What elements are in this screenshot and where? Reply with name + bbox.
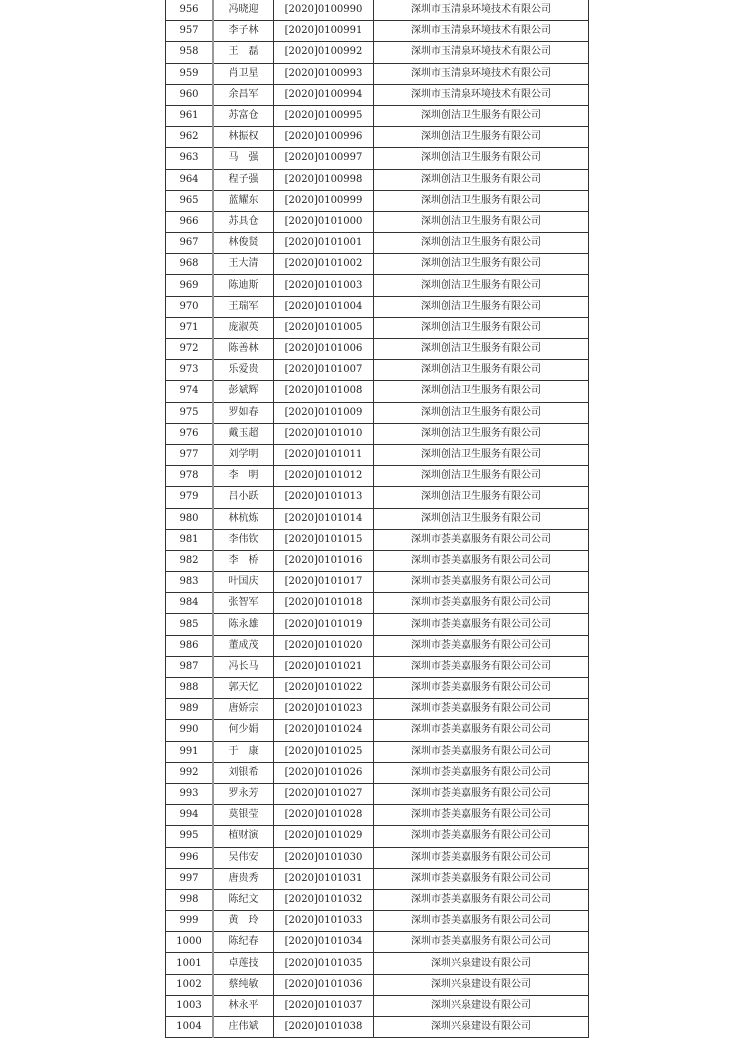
person-name: 苏富仓 — [213, 105, 274, 126]
certificate-number: [2020]0101031 — [274, 868, 374, 889]
row-number: 962 — [166, 127, 214, 148]
person-name: 乐爱贵 — [213, 360, 274, 381]
person-name: 董成茂 — [213, 635, 274, 656]
row-number: 967 — [166, 233, 214, 254]
row-number: 965 — [166, 190, 214, 211]
row-number: 975 — [166, 402, 214, 423]
person-name: 庄伟斌 — [213, 1017, 274, 1038]
company-name: 深圳兴泉建设有限公司 — [374, 1017, 589, 1038]
company-name: 深圳市荟美嘉服务有限公司公司 — [374, 720, 589, 741]
certificate-number: [2020]0100998 — [274, 169, 374, 190]
person-name: 冯长马 — [213, 656, 274, 677]
certificate-number: [2020]0101030 — [274, 847, 374, 868]
certificate-number: [2020]0101000 — [274, 211, 374, 232]
person-name: 李 桥 — [213, 550, 274, 571]
table-row — [166, 296, 589, 317]
person-name: 植财演 — [213, 826, 274, 847]
row-number: 999 — [166, 911, 214, 932]
company-name: 深圳创洁卫生服务有限公司 — [374, 487, 589, 508]
person-name: 余昌军 — [213, 84, 274, 105]
person-name: 王 磊 — [213, 42, 274, 63]
person-name: 李伟钦 — [213, 529, 274, 550]
person-name: 郭天忆 — [213, 678, 274, 699]
company-name: 深圳市荟美嘉服务有限公司公司 — [374, 805, 589, 826]
row-number: 1001 — [166, 953, 214, 974]
certificate-number: [2020]0101011 — [274, 444, 374, 465]
person-name: 卓莲技 — [213, 953, 274, 974]
row-number: 980 — [166, 508, 214, 529]
certificate-number: [2020]0101018 — [274, 593, 374, 614]
person-name: 陈纪春 — [213, 932, 274, 953]
certificate-number: [2020]0101015 — [274, 529, 374, 550]
certificate-number: [2020]0101014 — [274, 508, 374, 529]
certificate-number: [2020]0101033 — [274, 911, 374, 932]
row-number: 988 — [166, 678, 214, 699]
row-number: 978 — [166, 466, 214, 487]
company-name: 深圳市荟美嘉服务有限公司公司 — [374, 762, 589, 783]
table-row — [166, 974, 589, 995]
row-number: 961 — [166, 105, 214, 126]
company-name: 深圳市荟美嘉服务有限公司公司 — [374, 593, 589, 614]
certificate-number: [2020]0101012 — [274, 466, 374, 487]
certificate-number: [2020]0101013 — [274, 487, 374, 508]
row-number: 964 — [166, 169, 214, 190]
row-number: 1004 — [166, 1017, 214, 1038]
table-row — [166, 868, 589, 889]
company-name: 深圳市玉清泉环境技术有限公司 — [374, 63, 589, 84]
table-row — [166, 550, 589, 571]
certificate-number: [2020]0101034 — [274, 932, 374, 953]
company-name: 深圳市荟美嘉服务有限公司公司 — [374, 699, 589, 720]
table-row — [166, 423, 589, 444]
company-name: 深圳创洁卫生服务有限公司 — [374, 296, 589, 317]
table-row — [166, 381, 589, 402]
certificate-number: [2020]0101036 — [274, 974, 374, 995]
certificate-number: [2020]0101004 — [274, 296, 374, 317]
company-name: 深圳创洁卫生服务有限公司 — [374, 275, 589, 296]
table-row — [166, 63, 589, 84]
row-number: 972 — [166, 339, 214, 360]
certificate-number: [2020]0101027 — [274, 783, 374, 804]
table-row — [166, 995, 589, 1016]
table-row — [166, 720, 589, 741]
row-number: 959 — [166, 63, 214, 84]
company-name: 深圳创洁卫生服务有限公司 — [374, 402, 589, 423]
person-name: 陈善林 — [213, 339, 274, 360]
certificate-number: [2020]0101006 — [274, 339, 374, 360]
company-name: 深圳创洁卫生服务有限公司 — [374, 339, 589, 360]
company-name: 深圳市荟美嘉服务有限公司公司 — [374, 932, 589, 953]
certificate-number: [2020]0101017 — [274, 572, 374, 593]
company-name: 深圳兴泉建设有限公司 — [374, 995, 589, 1016]
row-number: 968 — [166, 254, 214, 275]
certificate-number: [2020]0100991 — [274, 21, 374, 42]
row-number: 976 — [166, 423, 214, 444]
row-number: 997 — [166, 868, 214, 889]
company-name: 深圳创洁卫生服务有限公司 — [374, 254, 589, 275]
person-name: 林俊贤 — [213, 233, 274, 254]
row-number: 1000 — [166, 932, 214, 953]
company-name: 深圳创洁卫生服务有限公司 — [374, 444, 589, 465]
certificate-number: [2020]0101035 — [274, 953, 374, 974]
person-name: 彭斌辉 — [213, 381, 274, 402]
table-row — [166, 889, 589, 910]
table-row — [166, 953, 589, 974]
certificate-table — [165, 0, 589, 1038]
person-name: 肖卫星 — [213, 63, 274, 84]
company-name: 深圳市荟美嘉服务有限公司公司 — [374, 847, 589, 868]
certificate-number: [2020]0101022 — [274, 678, 374, 699]
person-name: 吕小跃 — [213, 487, 274, 508]
company-name: 深圳市荟美嘉服务有限公司公司 — [374, 678, 589, 699]
row-number: 989 — [166, 699, 214, 720]
company-name: 深圳创洁卫生服务有限公司 — [374, 211, 589, 232]
certificate-number: [2020]0101010 — [274, 423, 374, 444]
row-number: 1002 — [166, 974, 214, 995]
certificate-number: [2020]0101024 — [274, 720, 374, 741]
person-name: 唐贵秀 — [213, 868, 274, 889]
table-row — [166, 593, 589, 614]
certificate-number: [2020]0101007 — [274, 360, 374, 381]
row-number: 995 — [166, 826, 214, 847]
certificate-number: [2020]0101005 — [274, 317, 374, 338]
table-row — [166, 444, 589, 465]
company-name: 深圳兴泉建设有限公司 — [374, 953, 589, 974]
row-number: 987 — [166, 656, 214, 677]
company-name: 深圳创洁卫生服务有限公司 — [374, 360, 589, 381]
table-row — [166, 127, 589, 148]
certificate-number: [2020]0101016 — [274, 550, 374, 571]
certificate-number: [2020]0101025 — [274, 741, 374, 762]
table-row — [166, 783, 589, 804]
person-name: 陈永雄 — [213, 614, 274, 635]
certificate-number: [2020]0100992 — [274, 42, 374, 63]
certificate-number: [2020]0101002 — [274, 254, 374, 275]
company-name: 深圳创洁卫生服务有限公司 — [374, 381, 589, 402]
table-row — [166, 614, 589, 635]
certificate-number: [2020]0101021 — [274, 656, 374, 677]
person-name: 刘学明 — [213, 444, 274, 465]
table-row — [166, 211, 589, 232]
certificate-number: [2020]0100993 — [274, 63, 374, 84]
certificate-number: [2020]0100994 — [274, 84, 374, 105]
table-row — [166, 169, 589, 190]
person-name: 何少娟 — [213, 720, 274, 741]
person-name: 庞淑英 — [213, 317, 274, 338]
company-name: 深圳市荟美嘉服务有限公司公司 — [374, 635, 589, 656]
person-name: 陈纪文 — [213, 889, 274, 910]
row-number: 1003 — [166, 995, 214, 1016]
company-name: 深圳市玉清泉环境技术有限公司 — [374, 0, 589, 21]
certificate-number: [2020]0100996 — [274, 127, 374, 148]
company-name: 深圳创洁卫生服务有限公司 — [374, 508, 589, 529]
company-name: 深圳市荟美嘉服务有限公司公司 — [374, 889, 589, 910]
row-number: 985 — [166, 614, 214, 635]
person-name: 林振权 — [213, 127, 274, 148]
person-name: 陈迪斯 — [213, 275, 274, 296]
company-name: 深圳创洁卫生服务有限公司 — [374, 190, 589, 211]
person-name: 王大清 — [213, 254, 274, 275]
row-number: 956 — [166, 0, 214, 21]
row-number: 963 — [166, 148, 214, 169]
company-name: 深圳市玉清泉环境技术有限公司 — [374, 42, 589, 63]
company-name: 深圳市荟美嘉服务有限公司公司 — [374, 741, 589, 762]
person-name: 罗永芳 — [213, 783, 274, 804]
company-name: 深圳市荟美嘉服务有限公司公司 — [374, 783, 589, 804]
table-row — [166, 254, 589, 275]
row-number: 991 — [166, 741, 214, 762]
row-number: 993 — [166, 783, 214, 804]
person-name: 林杭炼 — [213, 508, 274, 529]
row-number: 974 — [166, 381, 214, 402]
company-name: 深圳兴泉建设有限公司 — [374, 974, 589, 995]
row-number: 994 — [166, 805, 214, 826]
table-row — [166, 635, 589, 656]
table-row — [166, 847, 589, 868]
table-row — [166, 911, 589, 932]
certificate-number: [2020]0100997 — [274, 148, 374, 169]
person-name: 蓝耀东 — [213, 190, 274, 211]
row-number: 983 — [166, 572, 214, 593]
certificate-number: [2020]0101038 — [274, 1017, 374, 1038]
certificate-number: [2020]0101003 — [274, 275, 374, 296]
person-name: 莫银莹 — [213, 805, 274, 826]
table-row — [166, 402, 589, 423]
row-number: 970 — [166, 296, 214, 317]
table-row — [166, 466, 589, 487]
company-name: 深圳创洁卫生服务有限公司 — [374, 127, 589, 148]
row-number: 990 — [166, 720, 214, 741]
certificate-number: [2020]0101032 — [274, 889, 374, 910]
row-number: 982 — [166, 550, 214, 571]
certificate-number: [2020]0101037 — [274, 995, 374, 1016]
company-name: 深圳市荟美嘉服务有限公司公司 — [374, 911, 589, 932]
table-row — [166, 1017, 589, 1038]
row-number: 981 — [166, 529, 214, 550]
row-number: 986 — [166, 635, 214, 656]
certificate-number: [2020]0101009 — [274, 402, 374, 423]
table-row — [166, 0, 589, 21]
person-name: 刘银希 — [213, 762, 274, 783]
table-row — [166, 275, 589, 296]
person-name: 李 明 — [213, 466, 274, 487]
table-row — [166, 762, 589, 783]
table-row — [166, 317, 589, 338]
row-number: 979 — [166, 487, 214, 508]
company-name: 深圳市玉清泉环境技术有限公司 — [374, 21, 589, 42]
row-number: 973 — [166, 360, 214, 381]
table-row — [166, 529, 589, 550]
table-row — [166, 487, 589, 508]
row-number: 998 — [166, 889, 214, 910]
table-row — [166, 572, 589, 593]
company-name: 深圳创洁卫生服务有限公司 — [374, 466, 589, 487]
table-row — [166, 233, 589, 254]
person-name: 程子强 — [213, 169, 274, 190]
certificate-number: [2020]0101001 — [274, 233, 374, 254]
company-name: 深圳市荟美嘉服务有限公司公司 — [374, 550, 589, 571]
row-number: 977 — [166, 444, 214, 465]
certificate-number: [2020]0101026 — [274, 762, 374, 783]
table-row — [166, 21, 589, 42]
company-name: 深圳创洁卫生服务有限公司 — [374, 105, 589, 126]
company-name: 深圳创洁卫生服务有限公司 — [374, 317, 589, 338]
table-row — [166, 656, 589, 677]
table-row — [166, 84, 589, 105]
company-name: 深圳市荟美嘉服务有限公司公司 — [374, 614, 589, 635]
company-name: 深圳市荟美嘉服务有限公司公司 — [374, 572, 589, 593]
table-body — [166, 0, 589, 1038]
person-name: 王瑞军 — [213, 296, 274, 317]
row-number: 960 — [166, 84, 214, 105]
certificate-number: [2020]0100995 — [274, 105, 374, 126]
certificate-number: [2020]0100999 — [274, 190, 374, 211]
company-name: 深圳市玉清泉环境技术有限公司 — [374, 84, 589, 105]
table-row — [166, 42, 589, 63]
person-name: 罗如春 — [213, 402, 274, 423]
certificate-number: [2020]0101008 — [274, 381, 374, 402]
row-number: 958 — [166, 42, 214, 63]
person-name: 苏具仓 — [213, 211, 274, 232]
company-name: 深圳市荟美嘉服务有限公司公司 — [374, 529, 589, 550]
table-row — [166, 148, 589, 169]
row-number: 996 — [166, 847, 214, 868]
person-name: 蔡纯敏 — [213, 974, 274, 995]
table-row — [166, 508, 589, 529]
table-row — [166, 805, 589, 826]
person-name: 李子林 — [213, 21, 274, 42]
certificate-number: [2020]0101028 — [274, 805, 374, 826]
company-name: 深圳创洁卫生服务有限公司 — [374, 169, 589, 190]
certificate-number: [2020]0101023 — [274, 699, 374, 720]
table-row — [166, 741, 589, 762]
person-name: 于 康 — [213, 741, 274, 762]
row-number: 992 — [166, 762, 214, 783]
person-name: 张智军 — [213, 593, 274, 614]
person-name: 冯晓迎 — [213, 0, 274, 21]
table-row — [166, 339, 589, 360]
certificate-number: [2020]0100990 — [274, 0, 374, 21]
person-name: 林永平 — [213, 995, 274, 1016]
table-row — [166, 678, 589, 699]
table-row — [166, 826, 589, 847]
table-row — [166, 360, 589, 381]
person-name: 戴玉超 — [213, 423, 274, 444]
table-row — [166, 932, 589, 953]
person-name: 唐娇宗 — [213, 699, 274, 720]
certificate-number: [2020]0101029 — [274, 826, 374, 847]
row-number: 984 — [166, 593, 214, 614]
table-row — [166, 699, 589, 720]
person-name: 黄 玲 — [213, 911, 274, 932]
company-name: 深圳创洁卫生服务有限公司 — [374, 423, 589, 444]
person-name: 吴伟安 — [213, 847, 274, 868]
certificate-number: [2020]0101019 — [274, 614, 374, 635]
table-row — [166, 105, 589, 126]
person-name: 马 强 — [213, 148, 274, 169]
company-name: 深圳创洁卫生服务有限公司 — [374, 233, 589, 254]
row-number: 957 — [166, 21, 214, 42]
certificate-number: [2020]0101020 — [274, 635, 374, 656]
table-row — [166, 190, 589, 211]
row-number: 966 — [166, 211, 214, 232]
company-name: 深圳市荟美嘉服务有限公司公司 — [374, 826, 589, 847]
company-name: 深圳市荟美嘉服务有限公司公司 — [374, 868, 589, 889]
company-name: 深圳市荟美嘉服务有限公司公司 — [374, 656, 589, 677]
row-number: 971 — [166, 317, 214, 338]
row-number: 969 — [166, 275, 214, 296]
company-name: 深圳创洁卫生服务有限公司 — [374, 148, 589, 169]
person-name: 叶国庆 — [213, 572, 274, 593]
